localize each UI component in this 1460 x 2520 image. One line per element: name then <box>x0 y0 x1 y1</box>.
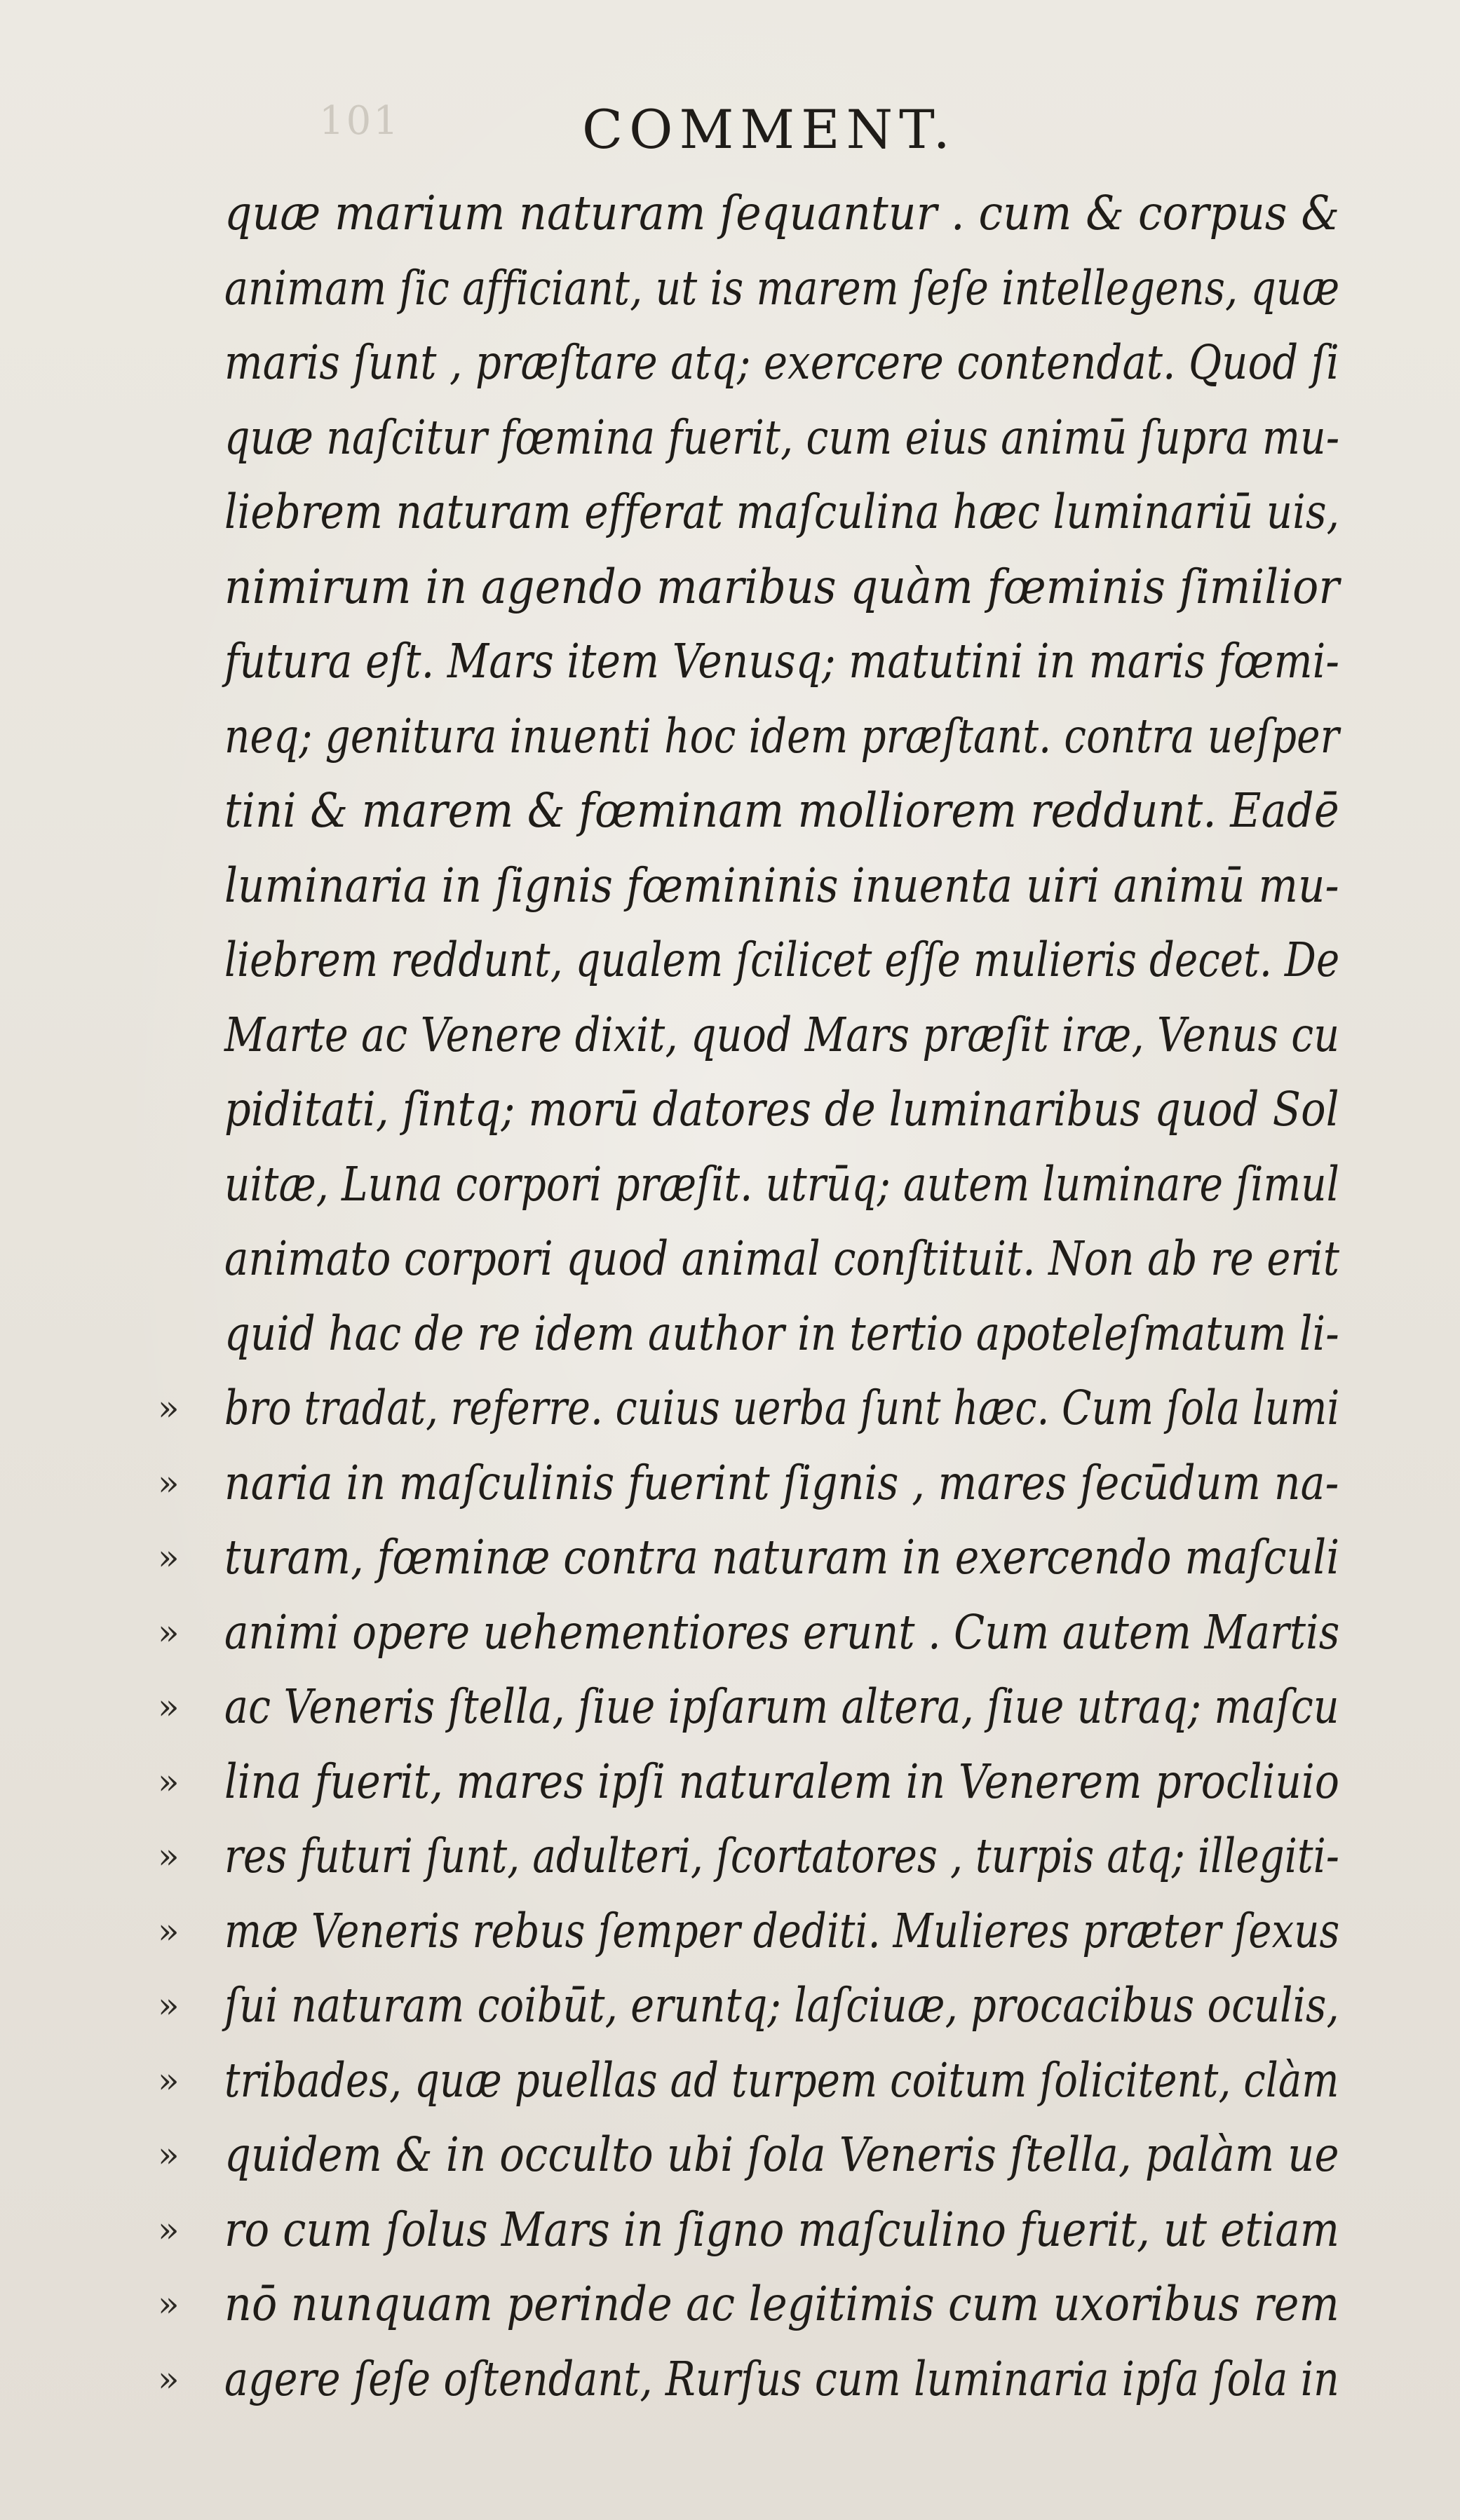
line-text: ac Veneris ſtella, ſiue ipſarum altera, ſiue utraq; maſcu <box>224 1679 1339 1734</box>
line-text: mæ Veneris rebus ſemper dediti. Mulieres præter ſexus <box>224 1903 1340 1958</box>
line-text: ro cum ſolus Mars in ſigno maſculino fuerit, ut etiam <box>224 2202 1340 2257</box>
line-text: turam, fœminæ contra naturam in exercendo maſculi <box>224 1530 1340 1585</box>
line-text: ſui naturam coibūt, eruntq; laſciuæ, procacibus oculis, <box>224 1978 1339 2033</box>
line-text: neq; genitura inuenti hoc idem præſtant. contra ueſper <box>224 708 1339 764</box>
running-header: COMMENT. <box>582 98 957 161</box>
quotation-mark: » <box>158 1686 180 1727</box>
quotation-mark: » <box>158 2059 180 2101</box>
quotation-mark: » <box>158 2209 180 2250</box>
quotation-mark: » <box>158 1910 180 1951</box>
line-text: luminaria in ſignis fœmininis inuenta uiri animū mu- <box>224 858 1339 913</box>
quotation-mark: » <box>158 2134 180 2175</box>
line-text: lina fuerit, mares ipſi naturalem in Venerem procliuio <box>224 1754 1340 1809</box>
line-text: nō nunquam perinde ac legitimis cum uxoribus rem <box>224 2277 1339 2331</box>
line-text: piditati, ſintq; morū datores de luminaribus quod Sol <box>224 1082 1339 1137</box>
line-text: quæ naſcitur fœmina fuerit, cum eius animū ſupra mu- <box>224 409 1340 465</box>
line-text: quidem & in occulto ubi ſola Veneris ſtella, palàm ue <box>224 2127 1339 2182</box>
quotation-mark: » <box>158 2284 180 2324</box>
line-text: res futuri ſunt, adulteri, ſcortatores , turpis atq; illegiti- <box>224 1829 1340 1883</box>
quotation-mark: » <box>158 1388 180 1428</box>
folio-number: 101 <box>319 98 400 144</box>
line-text: animi opere uehementiores erunt . Cum autem Martis <box>224 1604 1340 1660</box>
line-text: agere ſeſe oſtendant, Rurſus cum luminaria ipſa ſola in <box>224 2351 1339 2406</box>
line-text: animato corpori quod animal conſtituit. Non ab re erit <box>224 1231 1340 1286</box>
line-text: tribades, quæ puellas ad turpem coitum ſolicitent, clàm <box>224 2052 1339 2108</box>
line-text: tini & marem & fœminam molliorem reddunt. Eadē <box>224 783 1339 838</box>
body-text-block <box>158 168 1346 2406</box>
quotation-mark: » <box>158 2358 180 2399</box>
quotation-mark: » <box>158 1537 180 1578</box>
line-text: Marte ac Venere dixit, quod Mars præſit iræ, Venus cu <box>224 1007 1340 1062</box>
line-text: maris ſunt , præſtare atq; exercere contendat. Quod ſi <box>224 335 1339 390</box>
line-text: quid hac de re idem author in tertio apoteleſmatum li- <box>224 1306 1339 1361</box>
line-text: quæ marium naturam ſequantur . cum & corpus & <box>224 186 1340 241</box>
line-text: nimirum in agendo maribus quàm fœminis ſimilior <box>224 559 1340 614</box>
line-text: naria in maſculinis fuerint ſignis , mares ſecūdum na- <box>224 1455 1339 1510</box>
line-text: bro tradat, referre. cuius uerba ſunt hæc. Cum ſola lumi <box>224 1381 1340 1435</box>
line-text: animam ſic afficiant, ut is marem ſeſe intellegens, quæ <box>224 260 1340 316</box>
quotation-mark: » <box>158 1462 180 1503</box>
quotation-mark: » <box>158 1836 180 1876</box>
line-text: futura eſt. Mars item Venusq; matutini in maris fœmi- <box>224 634 1340 689</box>
line-text: liebrem naturam efferat maſculina hæc luminariū uis, <box>224 485 1340 539</box>
line-text: liebrem reddunt, qualem ſcilicet eſſe mulieris decet. De <box>224 933 1340 987</box>
quotation-mark: » <box>158 1761 180 1802</box>
quotation-mark: » <box>158 1985 180 2026</box>
quotation-mark: » <box>158 1611 180 1653</box>
line-text: uitæ, Luna corpori præſit. utrūq; autem luminare ſimul <box>224 1156 1339 1212</box>
